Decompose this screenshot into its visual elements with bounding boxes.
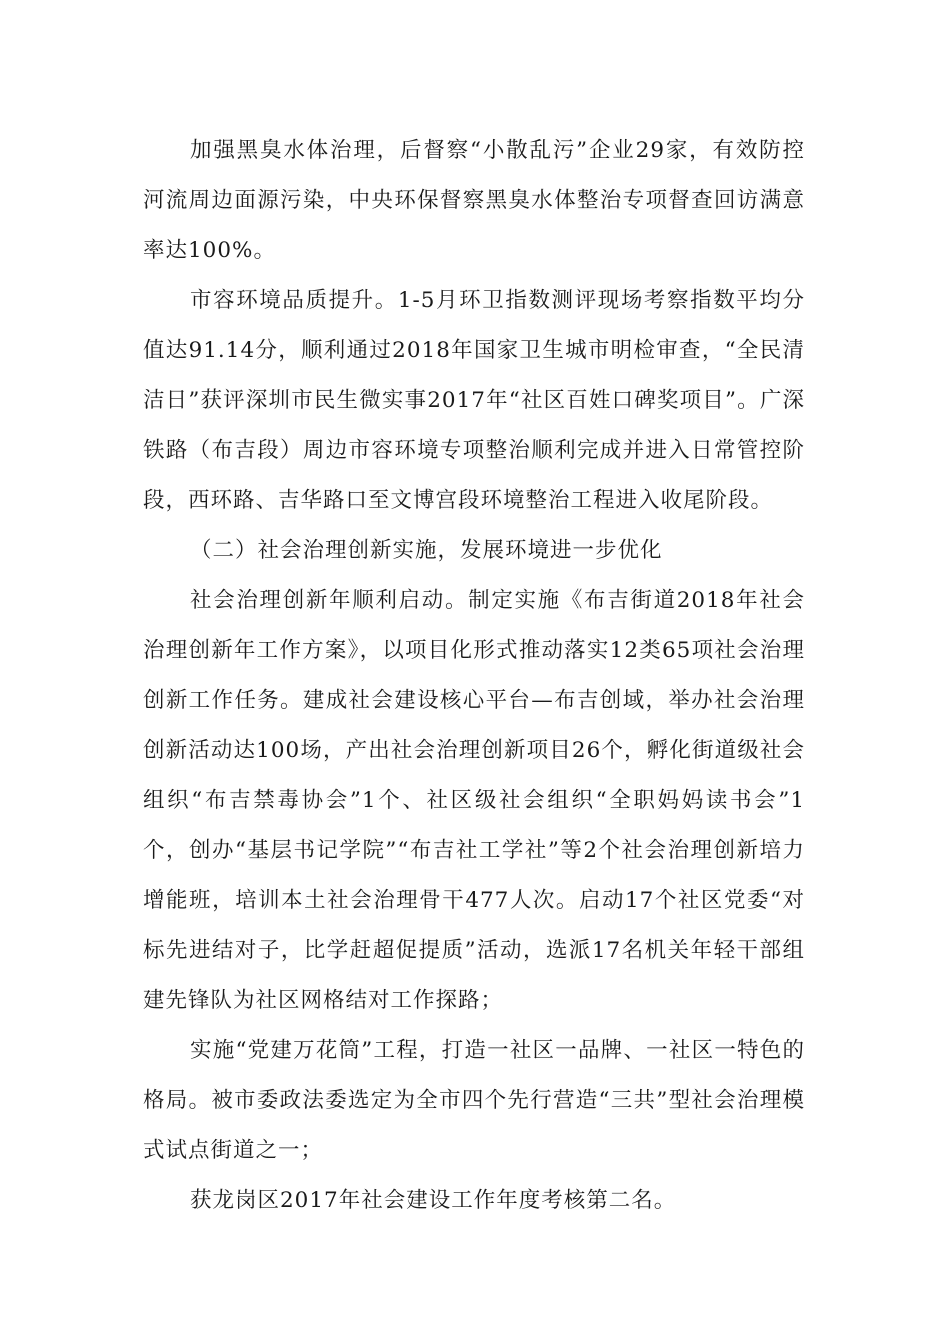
paragraph-party-building-kaleidoscope: 实施“党建万花筒”工程，打造一社区一品牌、一社区一特色的格局。被市委政法委选定为全市四个先行营造“三共”型社会治理模式试点街道之一； <box>143 1038 805 1163</box>
paragraph-black-odorous-water: 加强黑臭水体治理，后督察“小散乱污”企业29家，有效防控河流周边面源污染，中央环保督察黑臭水体整治专项督查回访满意率达100%。 <box>143 138 805 263</box>
paragraph-city-environment: 市容环境品质提升。1-5月环卫指数测评现场考察指数平均分值达91.14分，顺利通过2018年国家卫生城市明检审查，“全民清洁日”获评深圳市民生微实事2017年“社区百姓口碑奖项目”。广深铁路（布吉段）周边市容环境专项整治顺利完成并进入日常管控阶段，西环路、吉华路口至文博宫段环境整治工程进入收尾阶段。 <box>143 288 805 513</box>
paragraph-annual-assessment: 获龙岗区2017年社会建设工作年度考核第二名。 <box>190 1188 677 1213</box>
section-heading-social-governance: （二）社会治理创新实施，发展环境进一步优化 <box>190 538 663 563</box>
paragraph-governance-innovation-year: 社会治理创新年顺利启动。制定实施《布吉街道2018年社会治理创新年工作方案》，以项目化形式推动落实12类65项社会治理创新工作任务。建成社会建设核心平台—布吉创域，举办社会治理创新活动达100场，产出社会治理创新项目26个，孵化街道级社会组织“布吉禁毒协会”1个、社区级社会组织“全职妈妈读书会”1个，创办“基层书记学院”“布吉社工学社”等2个社会治理创新培力增能班，培训本土社会治理骨干477人次。启动17个社区党委“对标先进结对子，比学赶超促提质”活动，选派17名机关年轻干部组建先锋队为社区网格结对工作探路； <box>143 588 805 1013</box>
